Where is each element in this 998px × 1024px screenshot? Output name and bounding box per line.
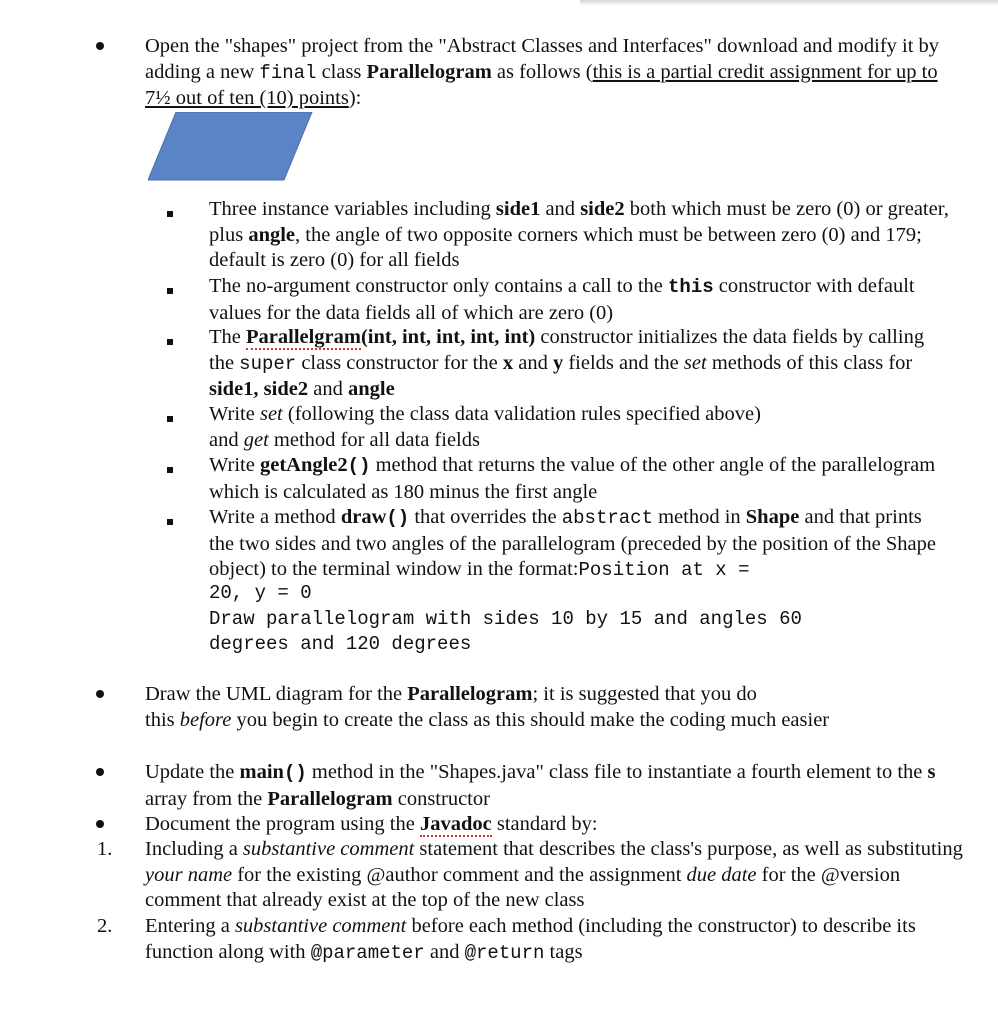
uml-paragraph: Draw the UML diagram for the Parallelogram; it is suggested that you do this before you begin to create the class as this should make the coding much easier	[145, 683, 830, 731]
square-bullet	[167, 339, 173, 345]
requirement-instance-variables: Three instance variables including side1 and side2 both which must be zero (0) or greater, plus angle, the angle of two opposite corners which must be between zero (0) and 179; default is zero (0) for all fields	[209, 198, 949, 272]
update-main-paragraph: Update the main() method in the "Shapes.java" class file to instantiate a fourth element to the s array from the Parallelogram constructor	[145, 761, 936, 810]
number-1: 1.	[97, 838, 113, 860]
bullet	[96, 820, 104, 828]
requirement-full-constructor: The Parallelgram(int, int, int, int, int) constructor initializes the data fields by calling the super class constructor for the x and y fields and the set methods of this class for side1, side2 and angle	[209, 326, 925, 401]
square-bullet	[167, 211, 173, 217]
square-bullet	[167, 288, 173, 294]
parallelogram-shape	[148, 112, 314, 182]
top-edge-shadow	[580, 0, 998, 6]
number-2: 2.	[97, 915, 113, 937]
requirement-draw: Write a method draw() that overrides the abstract method in Shape and that prints the two sides and two angles of the parallelogram (preceded by the position of the Shape object) to the terminal window in the format:Position at x =	[209, 506, 936, 582]
square-bullet	[167, 519, 173, 525]
requirement-no-arg-constructor: The no-argument constructor only contains a call to the this constructor with default values for the data fields all of which are zero (0)	[209, 275, 915, 324]
intro-paragraph: Open the "shapes" project from the "Abstract Classes and Interfaces" download and modify it by adding a new final class Parallelogram as follows (this is a partial credit assignment for up to 7½ out of ten (10) points):	[145, 35, 940, 110]
square-bullet	[167, 467, 173, 473]
bullet	[96, 768, 104, 776]
numbered-item-1: Including a substantive comment statement that describes the class's purpose, as well as substituting your name for the existing @author comment and the assignment due date for the @version comment that already exist at the top of the new class	[145, 838, 963, 912]
javadoc-paragraph: Document the program using the Javadoc standard by:	[145, 813, 598, 835]
bullet	[96, 42, 104, 50]
bullet	[96, 690, 104, 698]
requirement-set-get: Write set (following the class data validation rules specified above) and get method for all data fields	[209, 403, 761, 451]
sample-output: 20, y = 0 Draw parallelogram with sides 10 by 15 and angles 60 degrees and 120 degrees	[209, 582, 802, 656]
square-bullet	[167, 416, 173, 422]
numbered-item-2: Entering a substantive comment before each method (including the constructor) to describe its function along with @parameter and @return tags	[145, 915, 916, 964]
requirement-getangle2: Write getAngle2() method that returns the value of the other angle of the parallelogram which is calculated as 180 minus the first angle	[209, 454, 936, 503]
